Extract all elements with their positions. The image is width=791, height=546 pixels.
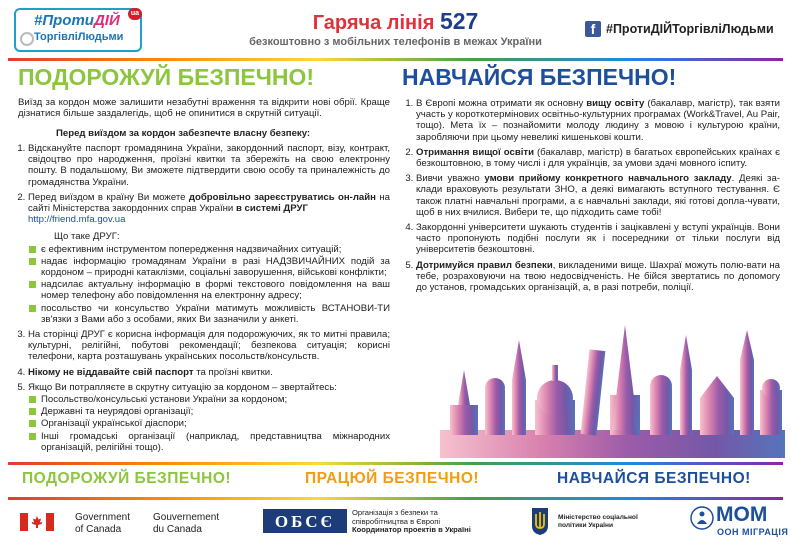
friend-mfa-link[interactable]: http://friend.mfa.gov.ua xyxy=(28,214,126,226)
travel-tips-list xyxy=(14,143,390,457)
slogan-travel: ПОДОРОЖУЙ БЕЗПЕЧНО! xyxy=(22,470,232,487)
ministry-caption: Міністерство соціальної політики України xyxy=(558,514,638,529)
list-item: Державні та неурядові організації; xyxy=(28,406,390,417)
list-item: надсилає актуальну інформацію в формі текстового повідомлення на ваш номер телефону або повідомлення на електронну адресу; xyxy=(28,279,390,301)
list-item: 4. Закордонні університети шукають студентів і зацікавлені у вступі українців. Вони часто пропонують подібні послуги як і посередники от тільки послуги від університетів безкоштовні. xyxy=(416,222,780,256)
list-item: 2. Отримання вищої освіти (бакалавр, магістр) в багатьох європейських країнах є безкоштовною, в тому числі і для українців, за умови здачі мовного іспиту. xyxy=(416,147,780,169)
hotline-title: Гаряча лінія 527 xyxy=(312,8,479,34)
rainbow-divider-middle xyxy=(8,462,783,465)
list-item: 4. Нікому не віддавайте свій паспорт та проїзні квитки. xyxy=(28,367,390,378)
list-item: Організації української діаспори; xyxy=(28,418,390,429)
list-item: 1. В Європі можна отримати як основну вищу освіту (бакалавр, магістр), так взяти участь у короткотермінових освітньо-культурних програмах (Work&Travel, Au Pair, тощо). Мета їх – познайомити молоду людину з мовою і культурою країни, заробляючи при цьому невеликі кишенькові кошти. xyxy=(416,98,780,143)
european-skyline-illustration xyxy=(440,310,785,458)
drug-question: Що таке ДРУГ: xyxy=(54,231,120,243)
study-tips-list xyxy=(402,98,780,297)
list-item: Посольство/консульські установи України за кордоном; xyxy=(28,394,390,405)
rainbow-divider-top xyxy=(8,58,783,61)
list-item: 2. Перед виїздом в країну Ви можете добровільно зареєструватись он-лайн на сайті Міністерства закордонних справ України в системі ДРУГ http://friend.mfa.gov.ua Що таке ДРУГ: є ефективним інструментом попередження надзвичайних ситуацій; надає інформацію громадянам України в разі НАДЗВИЧАЙНИХ подій за кордоном – природні катаклізми, соціальні заворушення, військові конфлікти; надсилає актуальну інформацію в формі текстового повідомлення на ваш номер телефону або повідомлення на електронну адресу; посольство чи консульство України матимуть можливість ВСТАНОВИ-ТИ зв'язки з Вами або з особами, яких Ви зазначили у анкеті. xyxy=(28,192,390,325)
list-item: 5. Дотримуйся правил безпеки, викладеними вище. Шахраї можуть полю-вати на тебе, розраховуючи на твою недосвідченість. Не бійся звертатись по допомогу до установ, громадських організацій, а, в разі потреби, поліції. xyxy=(416,260,780,294)
intro-text: Виїзд за кордон може залишити незабутні враження та відкрити нові обрії. Краще дізнатися більше заздалегідь, щоб не опинитися в скрутній ситуації. xyxy=(18,97,390,120)
logo-ua-badge: ua xyxy=(128,8,142,20)
logo-text-line2: ТоргівліЛюдьми xyxy=(34,31,124,43)
iom-subtitle: ООН МІГРАЦІЯ xyxy=(717,527,789,537)
hotline-subtitle: безкоштовно з мобільних телефонів в межах України xyxy=(249,36,542,48)
facebook-icon: f xyxy=(585,21,601,37)
heading-travel-safely: ПОДОРОЖУЙ БЕЗПЕЧНО! xyxy=(18,64,315,90)
osce-caption: Організація з безпеки та співробітництва в Європі Координатор проектів в Україні xyxy=(352,508,471,535)
list-item: посольство чи консульство України матимуть можливість ВСТАНОВИ-ТИ зв'язки з Вами або з особами, яких Ви зазначили у анкеті. xyxy=(28,303,390,325)
contacts-list xyxy=(28,394,390,453)
slogan-work: ПРАЦЮЙ БЕЗПЕЧНО! xyxy=(305,470,480,487)
government-of-canada-fr: Gouvernement du Canada xyxy=(153,512,220,535)
list-item: 3. Вивчи уважно умови прийому конкретного навчального закладу. Деякі за-клади враховують результати ЗНО, а деякі вимагають вступного тестування. Є також платні навчальні програми, а є навчальні заклади, які готові допла-чувати, щоб в них вчилися. Вибери те, що підходить саме тобі! xyxy=(416,173,780,218)
list-item: 1. Відскануйте паспорт громадянина України, закордонний паспорт, візу, контракт, свідоцтво про народження, проїзні квитки та збережіть на свою електронну пошту. В подальшому, Ви зможете підтвердити свою особу та приналежність до громадянства України. xyxy=(28,143,390,188)
government-of-canada-en: Government of Canada xyxy=(75,512,131,535)
slogan-study: НАВЧАЙСЯ БЕЗПЕЧНО! xyxy=(557,470,751,487)
list-item: є ефективним інструментом попередження надзвичайних ситуацій; xyxy=(28,244,390,255)
list-item: 5. Якщо Ви потрапляєте в скрутну ситуацію за кордоном – звертайтесь: Посольство/консульські установи України за кордоном; Державні та неурядові організації; Організації української діаспори; Інші громадські організації (наприклад, представництва міжнародних організацій, релігійні тощо). xyxy=(28,382,390,453)
list-item: Інші громадські організації (наприклад, представництва міжнародних організацій, релігійні тощо). xyxy=(28,431,390,453)
rainbow-divider-bottom xyxy=(8,497,783,500)
osce-logo: ОБСЄ xyxy=(263,509,347,533)
before-departure-heading: Перед виїздом за кордон забезпечте власну безпеку: xyxy=(56,128,311,139)
iom-emblem-icon xyxy=(690,506,714,530)
list-item: надає інформацію громадянам України в разі НАДЗВИЧАЙНИХ подій за кордоном – природні катаклізми, соціальні заворушення, військові конфлікти; xyxy=(28,256,390,278)
logo-text-line1: #ПротиДІЙ xyxy=(34,12,120,29)
iom-logo-text: МОМ xyxy=(716,503,768,526)
ukraine-trident-icon xyxy=(530,506,550,536)
list-item: 3. На сторінці ДРУГ є корисна інформація для подорожуючих, як то митні правила; культурні, релігійні, побутові рекомендації; безпекова ситуація; корисні телефони, карта розташувань українських посольств/консульств. xyxy=(28,329,390,363)
canada-flag-icon xyxy=(20,513,54,531)
drug-features-list xyxy=(28,244,390,325)
facebook-hashtag: #ПротиДІЙТоргівліЛюдьми xyxy=(606,22,774,36)
heading-study-safely: НАВЧАЙСЯ БЕЗПЕЧНО! xyxy=(402,64,677,90)
